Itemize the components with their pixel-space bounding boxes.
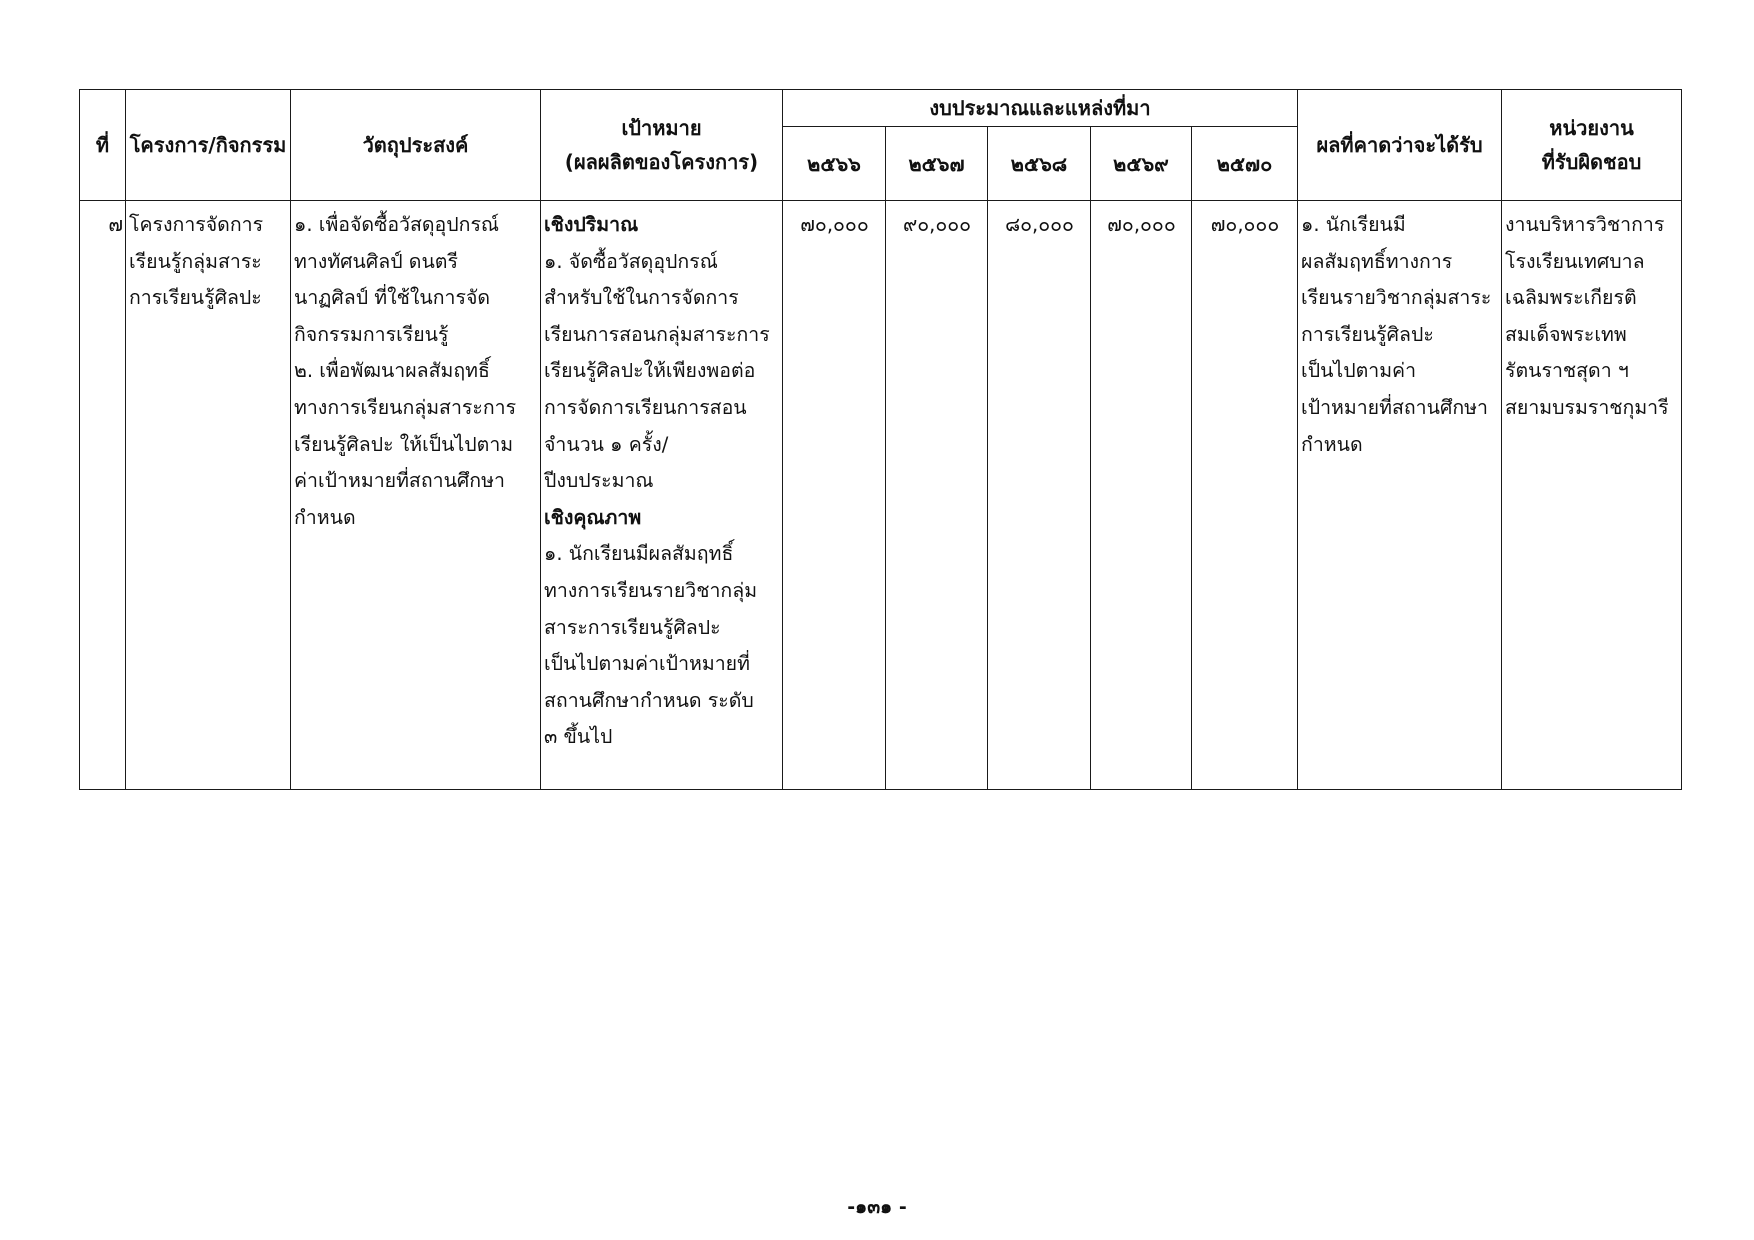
header-responsible-line1: หน่วยงาน xyxy=(1549,116,1634,140)
target-line: ปีงบประมาณ xyxy=(544,469,654,493)
responsible-line: สมเด็จพระเทพ xyxy=(1505,322,1627,346)
header-project: โครงการ/กิจกรรม xyxy=(126,90,291,201)
project-line: โครงการจัดการ xyxy=(129,213,264,236)
responsible-line: รัตนราชสุดา ฯ xyxy=(1505,359,1629,383)
target-line: การจัดการเรียนการสอน xyxy=(544,395,747,419)
responsible-line: โรงเรียนเทศบาล xyxy=(1505,249,1645,273)
expected-result-line: การเรียนรู้ศิลปะ xyxy=(1301,322,1434,346)
project-line: เรียนรู้กลุ่มสาระ xyxy=(129,249,262,273)
table-row xyxy=(80,201,1682,790)
objective-line: กำหนด xyxy=(294,505,356,529)
cell-budget-2568: ๘๐,๐๐๐ xyxy=(988,201,1091,790)
target-quantity-heading: เชิงปริมาณ xyxy=(544,213,639,236)
target-line: สถานศึกษากำหนด ระดับ xyxy=(544,688,754,712)
header-expected-result: ผลที่คาดว่าจะได้รับ xyxy=(1298,90,1502,201)
header-year: ๒๕๖๗ xyxy=(886,127,988,201)
target-line: เป็นไปตามค่าเป้าหมายที่ xyxy=(544,652,750,676)
objective-line: นาฏศิลป์ ที่ใช้ในการจัด xyxy=(294,286,491,310)
responsible-line: สยามบรมราชกุมารี xyxy=(1505,395,1669,419)
header-year: ๒๕๖๙ xyxy=(1091,127,1192,201)
project-plan-table-wrapper xyxy=(79,89,1681,790)
cell-no: ๗ xyxy=(80,201,126,790)
expected-result-line: ๑. นักเรียนมี xyxy=(1301,213,1406,236)
cell-budget-2570: ๗๐,๐๐๐ xyxy=(1192,201,1298,790)
cell-project xyxy=(126,201,291,790)
objective-line: ทางการเรียนกลุ่มสาระการ xyxy=(294,395,517,419)
objective-line: ทางทัศนศิลป์ ดนตรี xyxy=(294,249,458,273)
header-target xyxy=(541,90,783,201)
target-line: สาระการเรียนรู้ศิลปะ xyxy=(544,615,721,639)
target-line: ทางการเรียนรายวิชากลุ่ม xyxy=(544,578,758,602)
cell-target xyxy=(541,201,783,790)
expected-result-line: เรียนรายวิชากลุ่มสาระ xyxy=(1301,286,1492,310)
objective-line: เรียนรู้ศิลปะ ให้เป็นไปตาม xyxy=(294,432,514,456)
expected-result-line: เป้าหมายที่สถานศึกษา xyxy=(1301,395,1488,419)
responsible-line: เฉลิมพระเกียรติ xyxy=(1505,286,1637,310)
cell-responsible xyxy=(1502,201,1682,790)
header-responsible xyxy=(1502,90,1682,201)
expected-result-line: เป็นไปตามค่า xyxy=(1301,359,1417,383)
header-responsible-line2: ที่รับผิดชอบ xyxy=(1541,150,1642,174)
header-year: ๒๕๗๐ xyxy=(1192,127,1298,201)
cell-budget-2566: ๗๐,๐๐๐ xyxy=(783,201,886,790)
target-line: สำหรับใช้ในการจัดการ xyxy=(544,286,739,310)
header-year: ๒๕๖๖ xyxy=(783,127,886,201)
target-line: ๑. นักเรียนมีผลสัมฤทธิ์ xyxy=(544,542,734,566)
expected-result-line: ผลสัมฤทธิ์ทางการ xyxy=(1301,249,1453,273)
target-line: จำนวน ๑ ครั้ง/ xyxy=(544,432,669,456)
cell-budget-2569: ๗๐,๐๐๐ xyxy=(1091,201,1192,790)
project-line: การเรียนรู้ศิลปะ xyxy=(129,286,262,310)
cell-expected-result xyxy=(1298,201,1502,790)
objective-line: ค่าเป้าหมายที่สถานศึกษา xyxy=(294,469,505,493)
header-target-line2: (ผลผลิตของโครงการ) xyxy=(564,150,759,174)
header-row-top xyxy=(80,90,1682,127)
cell-budget-2567: ๙๐,๐๐๐ xyxy=(886,201,988,790)
objective-line: ๑. เพื่อจัดซื้อวัสดุอุปกรณ์ xyxy=(294,213,500,236)
target-line: ๑. จัดซื้อวัสดุอุปกรณ์ xyxy=(544,249,718,273)
header-target-line1: เป้าหมาย xyxy=(621,116,702,140)
target-line: เรียนการสอนกลุ่มสาระการ xyxy=(544,322,770,346)
header-budget-group: งบประมาณและแหล่งที่มา xyxy=(783,90,1298,127)
header-year: ๒๕๖๘ xyxy=(988,127,1091,201)
target-quality-heading: เชิงคุณภาพ xyxy=(544,505,642,529)
header-objective: วัตถุประสงค์ xyxy=(291,90,541,201)
responsible-line: งานบริหารวิชาการ xyxy=(1505,213,1665,236)
objective-line: กิจกรรมการเรียนรู้ xyxy=(294,322,449,346)
cell-objective xyxy=(291,201,541,790)
target-line: ๓ ขึ้นไป xyxy=(544,725,613,749)
project-plan-table xyxy=(79,89,1682,790)
objective-line: ๒. เพื่อพัฒนาผลสัมฤทธิ์ xyxy=(294,359,490,383)
header-no: ที่ xyxy=(80,90,126,201)
expected-result-line: กำหนด xyxy=(1301,432,1363,456)
page-number: -๑๓๑ - xyxy=(847,1196,907,1218)
target-line: เรียนรู้ศิลปะให้เพียงพอต่อ xyxy=(544,359,756,383)
